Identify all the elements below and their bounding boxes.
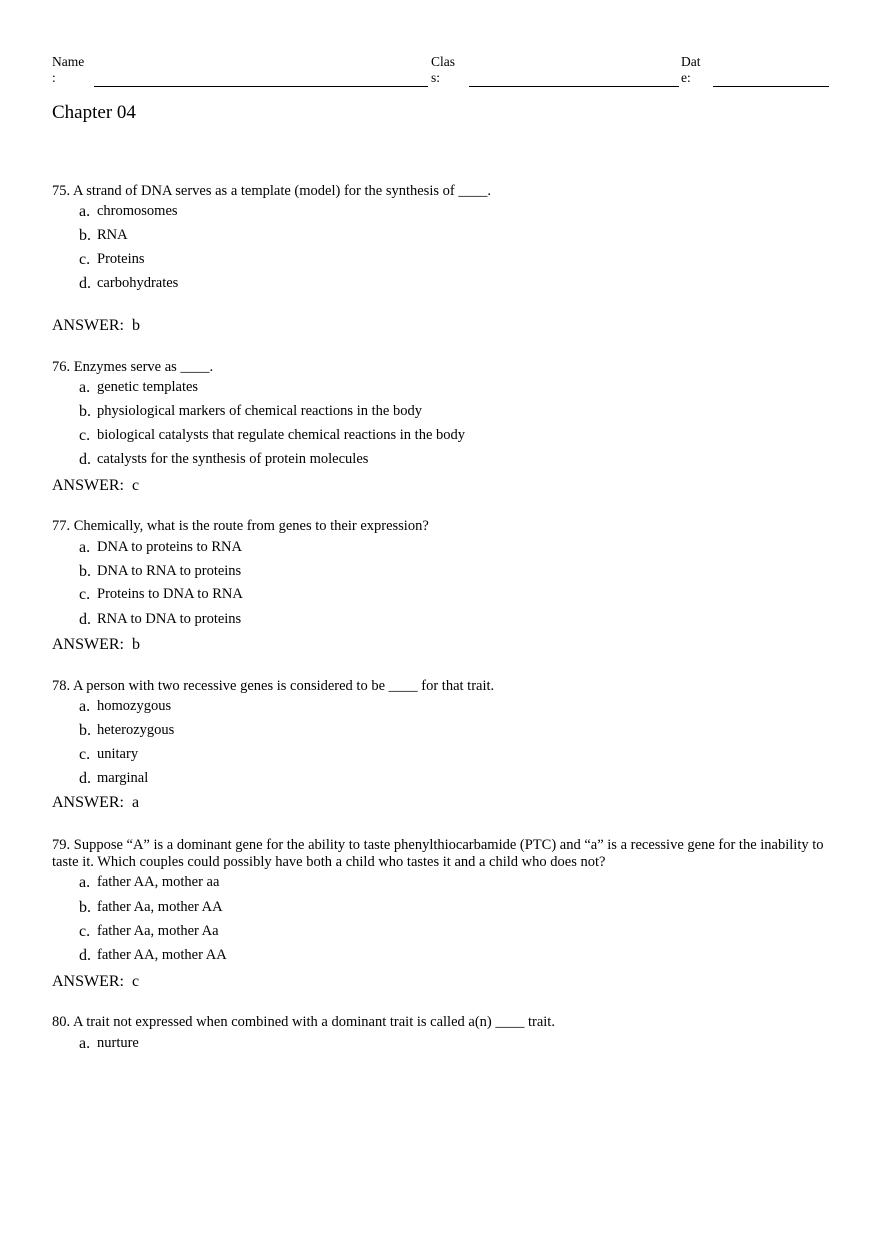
option-letter: b.: [79, 227, 91, 244]
question-stem: 78. A person with two recessive genes is considered to be ____ for that trait.: [52, 678, 495, 694]
date-blank-line[interactable]: [713, 86, 829, 87]
option-letter: d.: [79, 451, 91, 468]
option-letter: b.: [79, 563, 91, 580]
option-letter: c.: [79, 427, 91, 444]
option-d[interactable]: [79, 770, 148, 788]
option-c[interactable]: [79, 586, 243, 604]
student-info-header: [52, 54, 830, 94]
option-letter: a.: [79, 1035, 91, 1052]
option-b[interactable]: [79, 403, 422, 421]
option-b[interactable]: [79, 227, 128, 245]
chapter-title: Chapter 04: [52, 102, 136, 123]
option-d[interactable]: [79, 611, 241, 629]
option-letter: c.: [79, 586, 91, 603]
option-letter: a.: [79, 539, 91, 556]
answer-key: ANSWER: b: [52, 636, 140, 653]
option-text: DNA to RNA to proteins: [97, 563, 242, 579]
option-letter: c.: [79, 251, 91, 268]
option-b[interactable]: [79, 563, 241, 581]
option-letter: d.: [79, 947, 91, 964]
answer-key: ANSWER: c: [52, 477, 140, 494]
option-c[interactable]: [79, 923, 219, 941]
option-letter: c.: [79, 923, 91, 940]
option-a[interactable]: [79, 874, 219, 892]
option-a[interactable]: [79, 698, 171, 716]
option-c[interactable]: [79, 251, 145, 269]
class-blank-line[interactable]: [469, 86, 679, 87]
question-77: [52, 518, 832, 653]
name-blank-line[interactable]: [94, 86, 428, 87]
question-stem: 79. Suppose “A” is a dominant gene for the ability to taste phenylthiocarbamide (PTC) and “a” is a recessive gene for the inability to taste it. Which couples could possibly have both a child who tastes it and a child who does not?: [52, 837, 824, 870]
option-d[interactable]: [79, 451, 368, 469]
answer-key: ANSWER: c: [52, 973, 140, 990]
class-label: Clas: [431, 54, 456, 69]
answer-key: ANSWER: b: [52, 317, 140, 334]
option-text: genetic templates: [97, 379, 199, 395]
option-text: unitary: [97, 746, 139, 762]
question-stem: 80. A trait not expressed when combined with a dominant trait is called a(n) ____ trait.: [52, 1014, 555, 1030]
option-text: Proteins: [97, 251, 145, 267]
option-letter: a.: [79, 203, 91, 220]
question-stem: 76. Enzymes serve as ____.: [52, 359, 214, 375]
option-letter: d.: [79, 770, 91, 787]
option-a[interactable]: [79, 379, 198, 397]
question-stem: 75. A strand of DNA serves as a template (model) for the synthesis of ____.: [52, 183, 491, 199]
date-label-suffix: e:: [681, 70, 691, 85]
question-79: [52, 837, 832, 990]
option-text: father AA, mother AA: [97, 947, 227, 963]
question-80: [52, 1014, 832, 1052]
option-b[interactable]: [79, 899, 223, 917]
question-78: [52, 678, 832, 811]
option-a[interactable]: [79, 203, 178, 221]
option-letter: b.: [79, 403, 91, 420]
option-c[interactable]: [79, 746, 138, 764]
option-d[interactable]: [79, 275, 181, 293]
option-letter: b.: [79, 899, 91, 916]
question-stem: 77. Chemically, what is the route from genes to their expression?: [52, 518, 429, 534]
option-letter: d.: [79, 275, 91, 292]
class-label-suffix: s:: [431, 70, 441, 85]
option-text: physiological markers of chemical reactions in the body: [97, 403, 422, 419]
option-a[interactable]: [79, 539, 242, 557]
option-text: homozygous: [97, 698, 172, 714]
option-b[interactable]: [79, 722, 174, 740]
option-text: chromosomes: [97, 203, 178, 219]
option-text: marginal: [97, 770, 149, 786]
option-letter: b.: [79, 722, 91, 739]
option-letter: a.: [79, 698, 91, 715]
date-label: Dat: [681, 54, 701, 69]
option-text: heterozygous: [97, 722, 175, 738]
option-text: catalysts for the synthesis of protein molecules: [97, 451, 369, 467]
option-text: father AA, mother aa: [97, 874, 220, 890]
question-75: [52, 183, 832, 334]
name-label: Name: [52, 54, 85, 69]
question-76: [52, 359, 832, 494]
option-a[interactable]: [79, 1035, 139, 1053]
option-text: nurture: [97, 1035, 139, 1051]
option-text: biological catalysts that regulate chemical reactions in the body: [97, 427, 466, 443]
name-label-colon: :: [52, 70, 56, 85]
option-letter: a.: [79, 379, 91, 396]
option-text: father Aa, mother Aa: [97, 923, 219, 939]
option-text: father Aa, mother AA: [97, 899, 223, 915]
option-letter: c.: [79, 746, 91, 763]
option-text: carbohydrates: [97, 275, 179, 291]
option-letter: a.: [79, 874, 91, 891]
option-c[interactable]: [79, 427, 465, 445]
option-text: RNA: [97, 227, 128, 243]
option-letter: d.: [79, 611, 91, 628]
answer-key: ANSWER: a: [52, 794, 140, 811]
option-text: RNA to DNA to proteins: [97, 611, 242, 627]
option-d[interactable]: [79, 947, 227, 965]
option-text: DNA to proteins to RNA: [97, 539, 242, 555]
option-text: Proteins to DNA to RNA: [97, 586, 243, 602]
